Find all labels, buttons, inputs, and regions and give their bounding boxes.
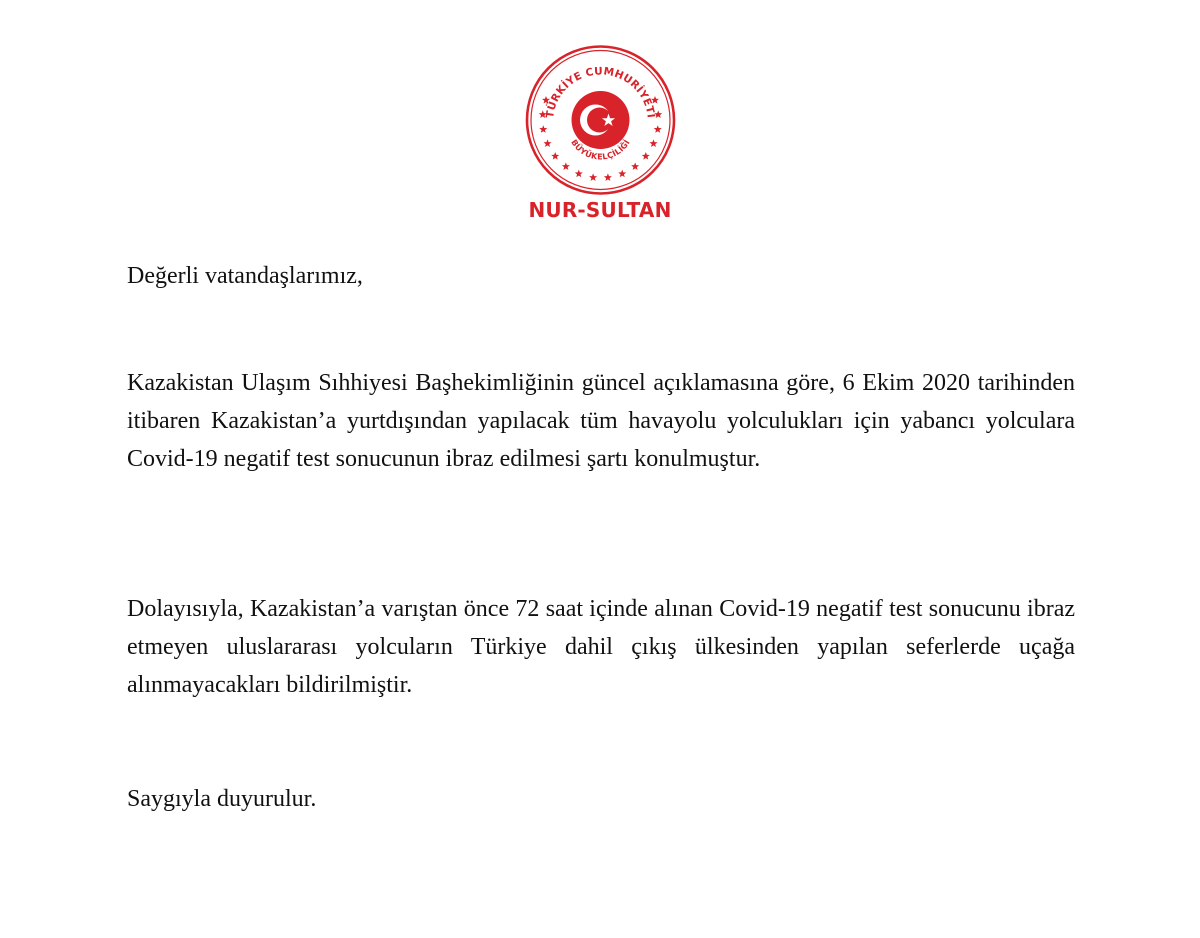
seal-star-icon (544, 139, 552, 147)
seal-star-icon (589, 173, 597, 181)
seal-star-icon (551, 152, 559, 160)
seal-star-icon (649, 139, 657, 147)
seal-text-bottom: BÜYÜKELÇİLİĞİ (569, 138, 632, 162)
seal-star-icon (539, 125, 547, 133)
paragraph-1: Kazakistan Ulaşım Sıhhiyesi Başhekimliğinin güncel açıklamasına göre, 6 Ekim 2020 tarihinden itibaren Kazakistan’a yurtdışından yapılacak tüm havayolu yolculukları için yabancı yolculara Covid-19 negatif test sonucunun ibraz edilmesi şartı konulmuştur. (127, 370, 1075, 472)
salutation: Değerli vatandaşlarımız, (127, 263, 363, 289)
paragraph-2: Dolayısıyla, Kazakistan’a varıştan önce 72 saat içinde alınan Covid-19 negatif test sonucunu ibraz etmeyen uluslararası yolcuların Türkiye dahil çıkış ülkesinden yapılan seferlerde uçağa alınmayacakları bildirilmiştir. (127, 596, 1075, 698)
turkish-embassy-seal-icon (523, 44, 678, 196)
seal-star-icon (642, 152, 650, 160)
seal-star-icon (604, 173, 612, 181)
seal-star-icon (654, 125, 662, 133)
seal-star-icon (575, 170, 583, 178)
seal-text-top: TÜRKİYE CUMHURİYETİ (544, 65, 657, 119)
seal-star-icon (562, 162, 570, 170)
seal-star-icon (618, 170, 626, 178)
seal-star-icon (631, 162, 639, 170)
closing: Saygıyla duyurulur. (127, 786, 317, 812)
embassy-city-name: NUR-SULTAN (528, 198, 672, 222)
